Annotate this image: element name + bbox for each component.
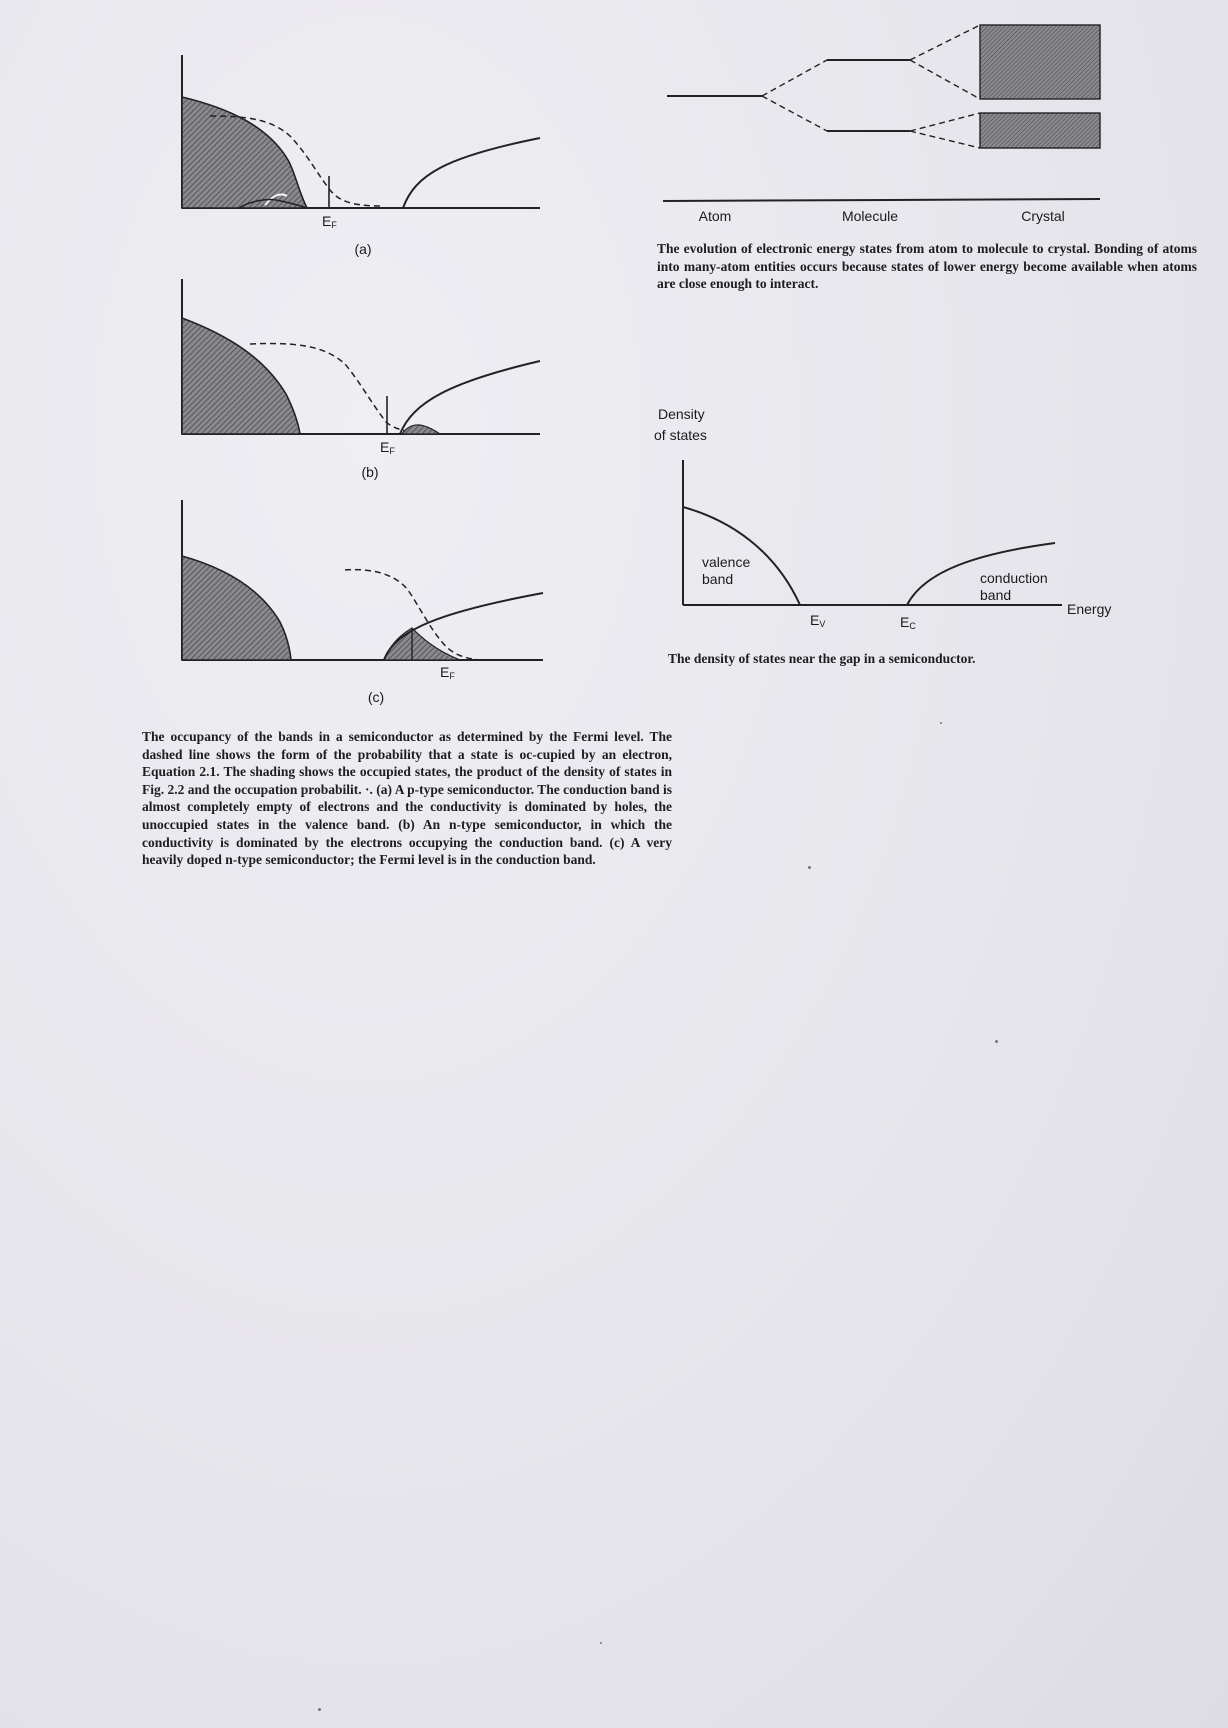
panel-label-c: (c) <box>367 689 385 705</box>
atom-label: Atom <box>698 208 732 224</box>
scan-speck <box>808 866 811 869</box>
ev-label: EV <box>810 612 826 629</box>
panel-label-b: (b) <box>361 464 379 480</box>
energy-axis-label: Energy <box>1067 601 1112 617</box>
fermi-label-c: EF <box>440 664 455 681</box>
evolution-figure <box>655 15 1105 230</box>
dos-figure <box>650 395 1130 635</box>
scan-speck <box>600 1642 602 1644</box>
scan-speck <box>318 1708 321 1711</box>
conduction-band-label-line1: conduction <box>980 570 1048 586</box>
dos-y-label-line1: Density <box>658 406 705 422</box>
panel-label-a: (a) <box>354 241 372 257</box>
fermi-label-a: EF <box>322 213 337 230</box>
panel-b <box>182 279 540 480</box>
panel-a <box>182 55 540 257</box>
scan-speck <box>995 1040 998 1043</box>
occupancy-figure <box>150 40 570 720</box>
ec-label: EC <box>900 614 916 631</box>
panel-c <box>182 500 543 705</box>
crystal-label: Crystal <box>1021 208 1065 224</box>
valence-band-label-line2: band <box>702 571 734 587</box>
molecule-label: Molecule <box>841 208 899 224</box>
fermi-label-b: EF <box>380 439 395 456</box>
occupancy-caption: The occupancy of the bands in a semiconductor as determined by the Fermi level. The dashed line shows the form of the probability that a state is oc-cupied by an electron, Equation 2.1. The shading shows the occupied states, the product of the density of states in Fig. 2.2 and the occupation probabilit. ·. (a) A p-type semiconductor. The conduction band is almost completely empty of electrons and the conductivity is dominated by holes, the unoccupied states in the valence band. (b) An n-type semiconductor, in which the conductivity is dominated by the electrons occupying the conduction band. (c) A very heavily doped n-type semiconductor; the Fermi level is in the conduction band. <box>142 729 672 868</box>
conduction-band-label-line2: band <box>980 587 1012 603</box>
scan-speck <box>940 722 942 724</box>
dos-caption: The density of states near the gap in a semiconductor. <box>668 651 976 666</box>
crystal-upper-band <box>980 25 1100 99</box>
evolution-caption: The evolution of electronic energy states from atom to molecule to crystal. Bonding of atoms into many-atom entities occurs because states of lower energy become available when atoms are close enough to interact. <box>657 241 1197 292</box>
dos-y-label-line2: of states <box>654 427 707 443</box>
valence-band-label-line1: valence <box>702 554 751 570</box>
crystal-lower-band <box>980 113 1100 148</box>
